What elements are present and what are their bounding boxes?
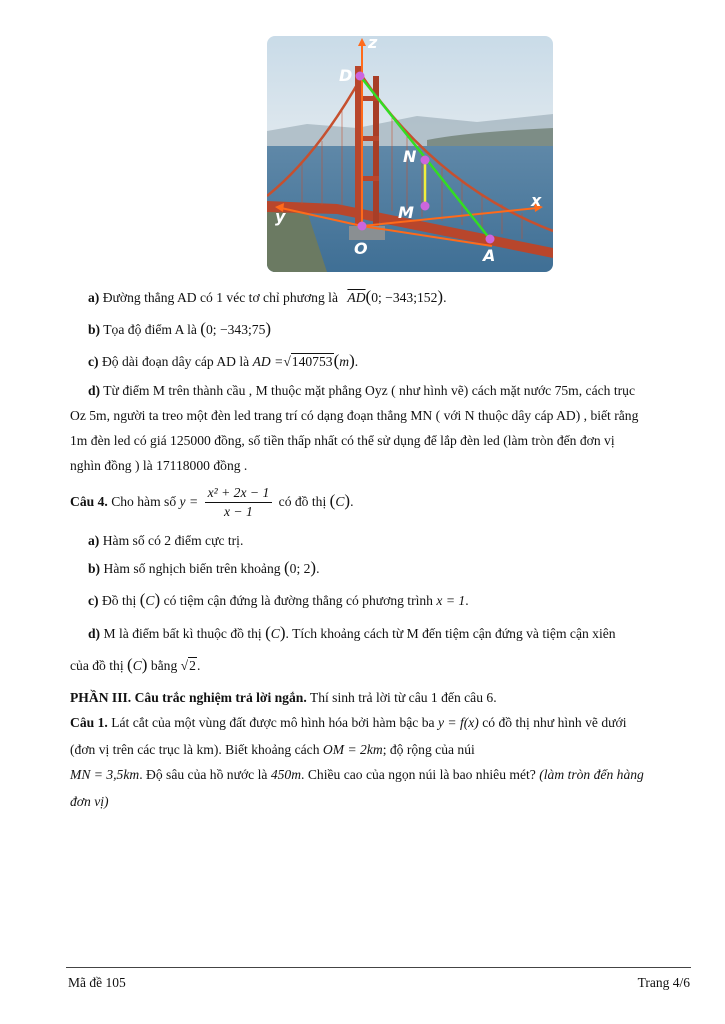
label-x: x: [531, 191, 542, 210]
question-1-line4: đơn vị): [70, 794, 109, 809]
question-4-b: b) Hàm số nghịch biến trên khoảng (0; 2).: [88, 558, 320, 577]
label-A: A: [483, 246, 496, 265]
footer-page-number: Trang 4/6: [637, 975, 690, 990]
question-1-line2: (đơn vị trên các trục là km). Biết khoảng cách OM = 2km; độ rộng của núi: [70, 742, 475, 757]
statement-d-line3: 1m đèn led có giá 125000 đồng, số tiền thấp nhất có thể sử dụng để lắp đèn led (làm tròn đến đơn vị: [70, 433, 615, 448]
question-1-line1: Câu 1. Lát cắt của một vùng đất được mô hình hóa bởi hàm bậc ba y = f(x) có đồ thị như hình vẽ dưới: [70, 715, 627, 730]
question-4-d-line2: của đồ thị (C) bằng √2.: [70, 655, 201, 674]
statement-d-line4: nghìn đồng ) là 17118000 đồng .: [70, 458, 248, 473]
question-4-a: a) Hàm số có 2 điểm cực trị.: [88, 533, 244, 548]
statement-b: b) Tọa độ điểm A là (0; −343;75): [88, 319, 272, 338]
label-N: N: [403, 147, 417, 166]
question-4-c: c) Đồ thị (C) có tiệm cận đứng là đường thẳng có phương trình x = 1.: [88, 590, 469, 609]
statement-c: c) Độ dài đoạn dây cáp AD là AD =√140753(m).: [88, 351, 359, 370]
fraction: $\frac{\text{x² + 2x − 1}}{x - 1}$: [205, 484, 273, 521]
label-M: M: [398, 203, 414, 222]
question-1-line3: MN = 3,5km. Độ sâu của hồ nước là 450m. Chiều cao của ngọn núi là bao nhiêu mét? (làm tròn đến hàng: [70, 767, 644, 782]
label-z: z: [368, 36, 378, 52]
label-y: y: [275, 207, 286, 226]
bridge-illustration: [267, 36, 553, 272]
label-D: D: [339, 66, 353, 85]
footer-divider: [66, 967, 691, 968]
footer-exam-code: Mã đề 105: [68, 975, 126, 990]
question-4-d: d) M là điểm bất kì thuộc đồ thị (C). Tích khoảng cách từ M đến tiệm cận đứng và tiệm cận xiên: [88, 623, 616, 642]
statement-d-line2: Oz 5m, người ta treo một đèn led trang trí có dạng đoạn thẳng MN ( với N thuộc dây cáp AD) , biết rằng: [70, 408, 639, 423]
part-3-heading: PHẦN III. Câu trắc nghiệm trả lời ngắn. Thí sinh trả lời từ câu 1 đến câu 6.: [70, 690, 497, 705]
label-O: O: [354, 239, 368, 258]
question-4-title: Câu 4. Cho hàm số y = $\frac{\text{x² + 2x − 1}}{x - 1}$ có đồ thị (C).: [70, 485, 354, 520]
bridge-figure: [267, 36, 553, 272]
statement-a: a) Đường thẳng AD có 1 véc tơ chỉ phương là $\overline{AD}(0$; −343;152).: [88, 287, 447, 306]
statement-d-line1: d) Từ điểm M trên thành cầu , M thuộc mặt phẳng Oyz ( như hình vẽ) cách mặt nước 75m, cách trục: [88, 383, 635, 398]
